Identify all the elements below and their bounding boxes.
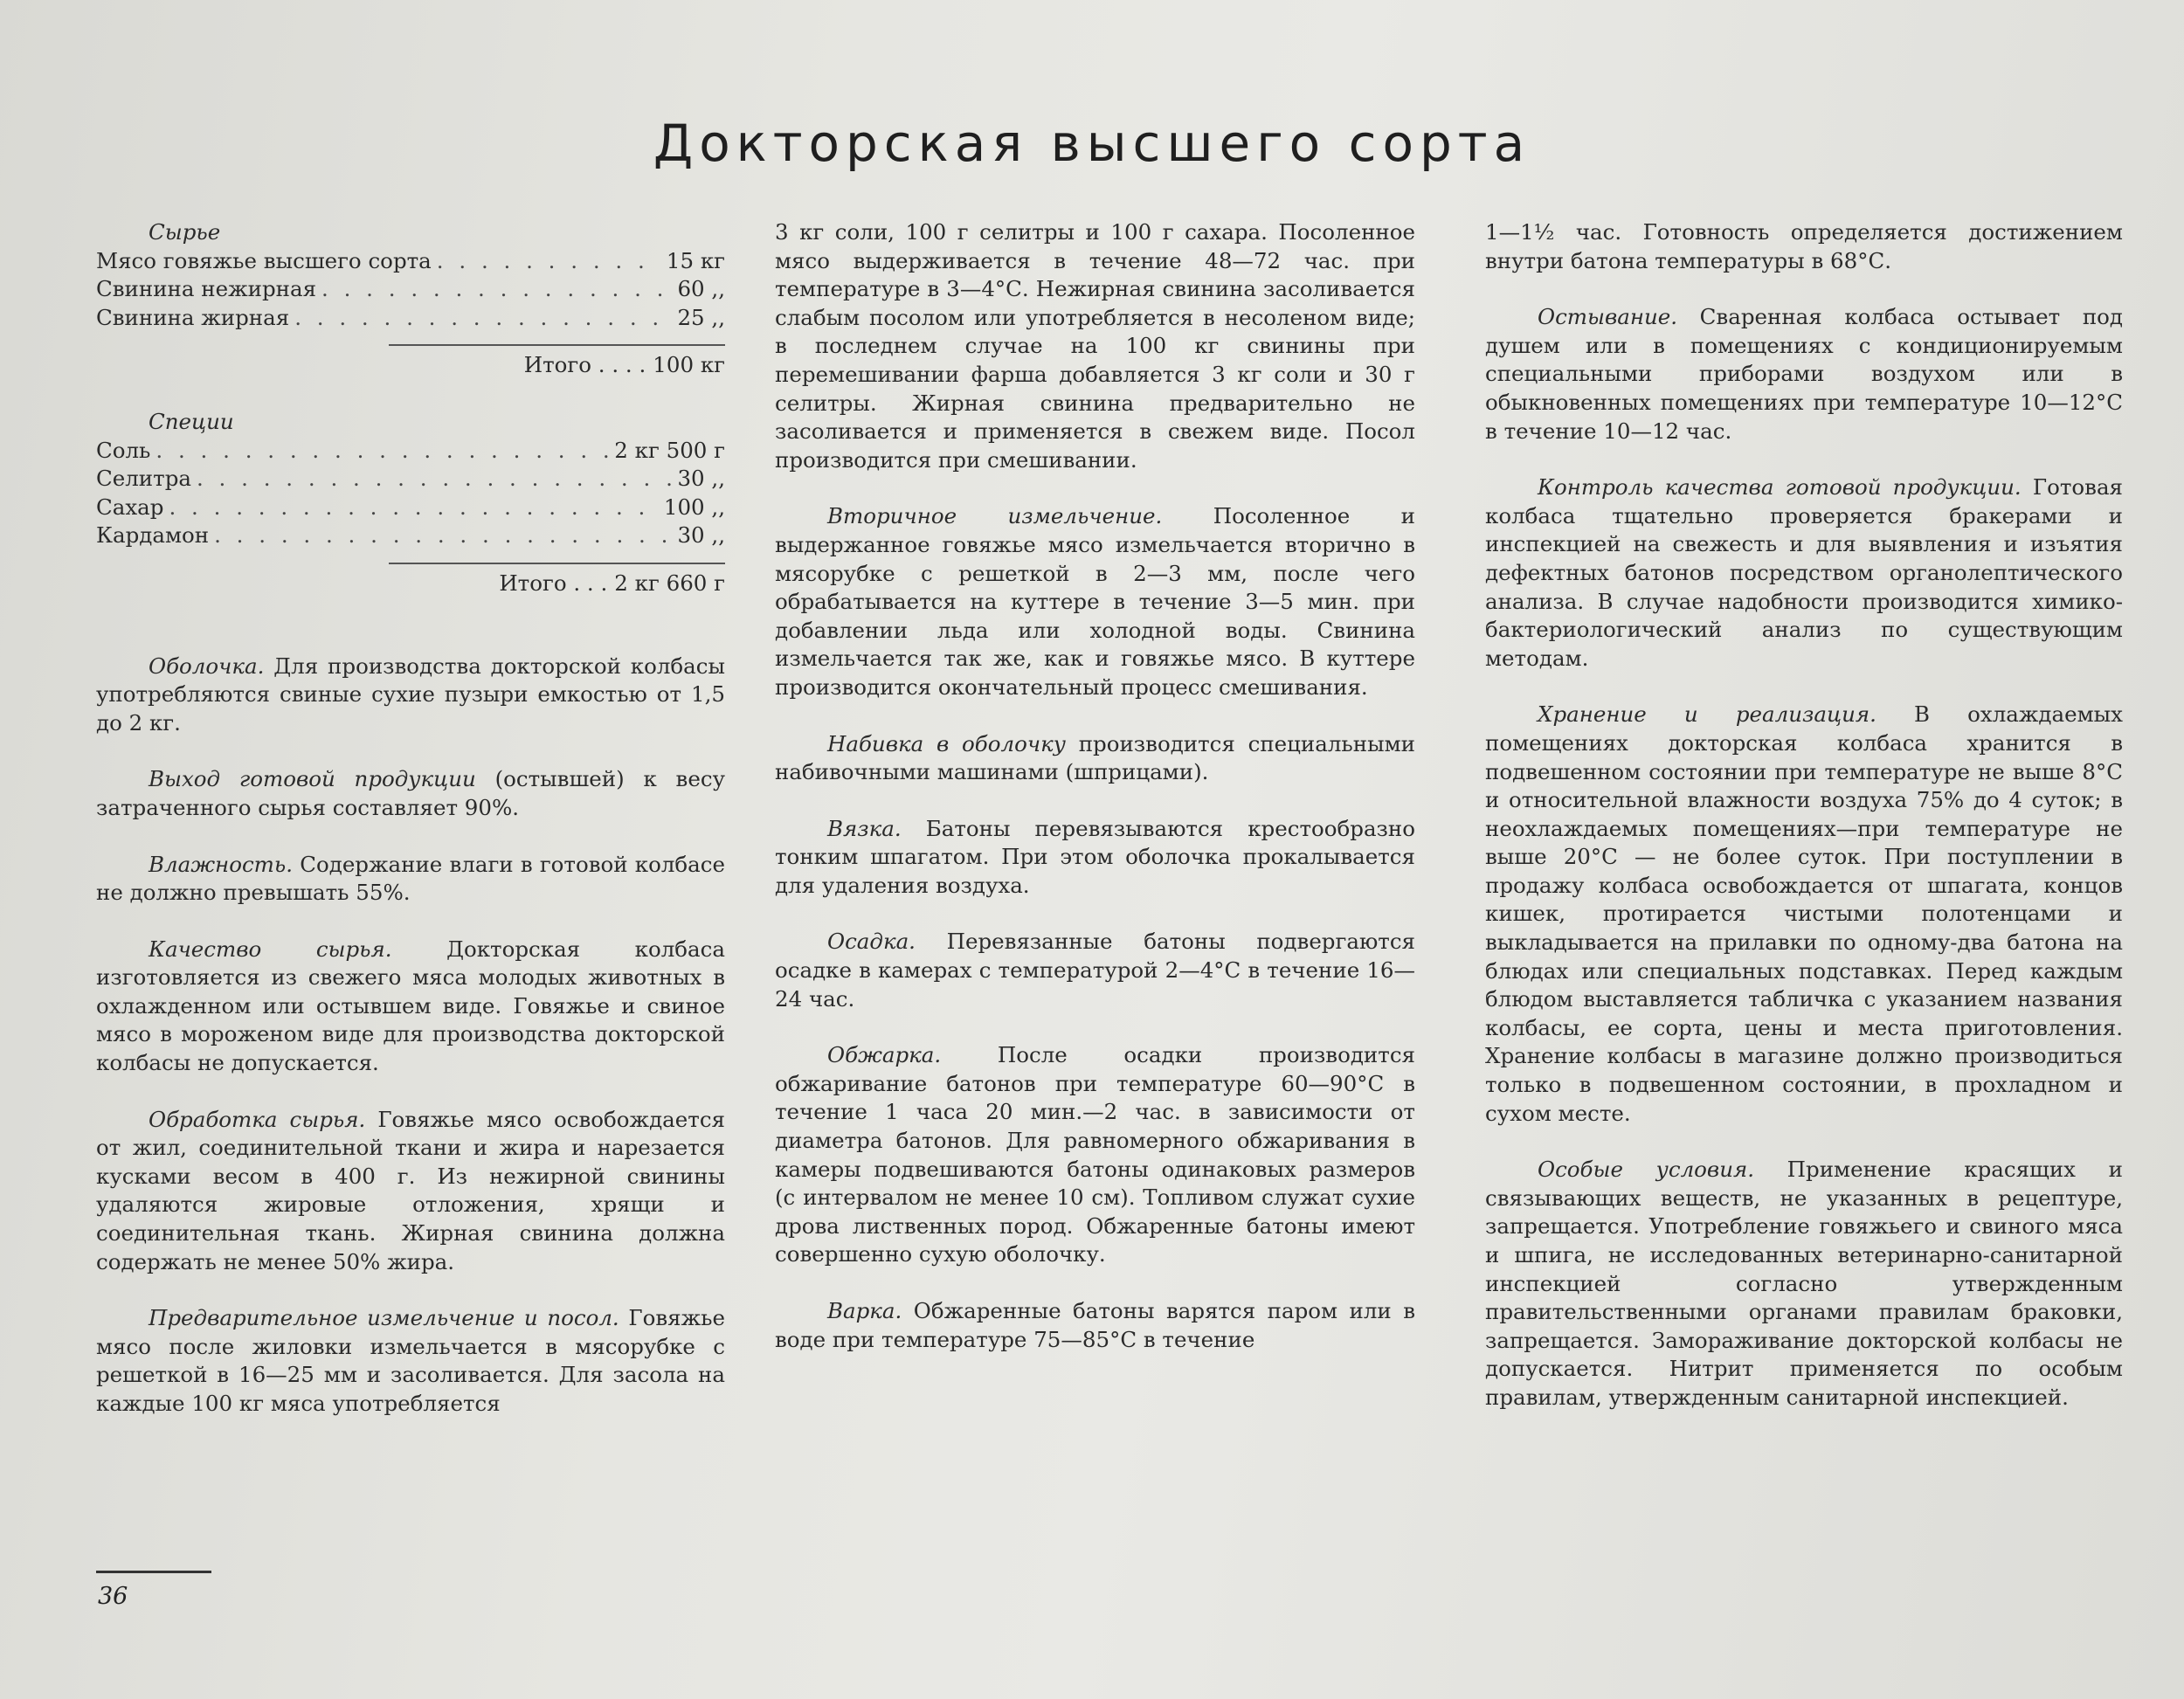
- paragraph-text: Готовая колбаса тщательно проверяется бракерами и инспекцией на свежесть и для выявления и изъятия дефектных батонов посредством органолептического анализа. В случае надобности производится химико-бактериологический анализ по существующим методам.: [1485, 474, 2124, 671]
- paragraph-heading: Выход готовой продукции: [149, 766, 476, 792]
- paragraph-text: Перевязанные батоны подвергаются осадке в камерах с температурой 2—4°С в течение 16—24 час.: [775, 929, 1415, 1012]
- ingredient-row: [96, 275, 725, 304]
- paragraph-cooling: [1485, 303, 2123, 445]
- spices-heading: Специи: [149, 408, 234, 434]
- paragraph-storage: [1485, 701, 2123, 1128]
- paragraph-text: 1—1½ час. Готовность определяется достижением внутри батона температуры в 68°С.: [1485, 219, 2123, 273]
- page-number: 36: [98, 1583, 128, 1610]
- leader-dots: [294, 304, 672, 333]
- paragraph-settling: [775, 928, 1415, 1013]
- spice-qty: 2 кг 500 г: [614, 437, 725, 463]
- paragraph-heading: Хранение и реализация.: [1538, 701, 1876, 728]
- ingredient-name: Мясо говяжье высшего сорта: [96, 247, 432, 273]
- paragraph-text: После осадки производится обжаривание батонов при температуре 60—90°С в течение 1 часа 20 мин.—2 час. в зависимости от диаметра батонов. Для равномерного обжаривания в камеры подвешиваются батоны одинаковых размеров (с интервалом не менее 10 см). Топливом служат сухие дрова лиственных пород. Обжаренные батоны имеют совершенно сухую оболочку.: [775, 1042, 1415, 1267]
- paragraph-heading: Варка.: [827, 1298, 902, 1323]
- paragraph-processing: [96, 1106, 725, 1277]
- paragraph-heading: Влажность.: [149, 851, 294, 877]
- total-value: 2 кг 660 г: [614, 570, 725, 596]
- spacer: [96, 380, 725, 408]
- paragraph-text: (остывшей) к весу затраченного сырья составляет 90%.: [96, 766, 725, 820]
- paragraph-moisture: [96, 851, 725, 908]
- paragraph-heading: Оболочка.: [149, 653, 265, 679]
- paragraph-secondary-grinding: [775, 502, 1415, 701]
- paragraph-text: Говяжье мясо после жиловки измельчается в мясорубке с решеткой в 16—25 мм и засоливается. Для засола на каждые 100 кг мяса употребляется: [96, 1305, 725, 1416]
- spice-name: Соль: [96, 437, 151, 463]
- leader-dots: [214, 521, 672, 550]
- leader-dots: [321, 275, 672, 304]
- column-right: [1485, 218, 2123, 1440]
- spice-name: Кардамон: [96, 522, 210, 549]
- ingredient-qty: 25 ,,: [677, 304, 725, 330]
- paragraph-text: Докторская колбаса изготовляется из свежего мяса молодых животных в охлажденном или остывшем виде. Говяжье и свиное мясо в мороженом виде для производства докторской колбасы не допускается.: [96, 936, 725, 1076]
- paragraph-text: Посоленное и выдержанное говяжье мясо измельчается вторично в мясорубке с решеткой в 2—3 мм, после чего обрабатывается на куттере в течение 3—5 мин. при добавлении льда или холодной воды. Свинина измельчается так же, как и говяжье мясо. В куттере производится окончательный процесс смешивания.: [775, 503, 1415, 700]
- paragraph-heading: Набивка в оболочку: [827, 730, 1066, 756]
- paragraph-stuffing: [775, 730, 1415, 787]
- paragraph-heading: Вторичное измельчение.: [827, 503, 1163, 529]
- ingredient-name: Свинина жирная: [96, 304, 290, 330]
- paragraph-text: Говяжье мясо освобождается от жил, соединительной ткани и жира и нарезается кусками весом в 400 г. Из нежирной свинины удаляются жировые отложения, хрящи и соединительная ткань. Жирная свинина должна содержать не менее 50% жира.: [96, 1106, 726, 1274]
- paragraph-yield: [96, 765, 725, 822]
- paragraph-text: Для производства докторской колбасы употребляются свиные сухие пузыри емкостью от 1,5 до 2 кг.: [96, 653, 725, 736]
- spice-qty: 100 ,,: [663, 494, 725, 520]
- paragraph-text: 3 кг соли, 100 г селитры и 100 г сахара. Посоленное мясо выдерживается в течение 48—72 час. при температуре в 3—4°С. Нежирная свинина засоливается слабым посолом или употребляется в несоленом виде; в последнем случае на 100 кг свинины при перемешивании фарша добавляется 3 кг соли и 30 г селитры. Жирная свинина предварительно не засоливается и применяется в свежем виде. Посол производится при смешивании.: [775, 219, 1415, 473]
- leader-dots: [197, 465, 672, 494]
- raw-materials-heading: Сырье: [149, 219, 221, 245]
- paragraph-special-conditions: [1485, 1156, 2123, 1412]
- spice-row: [96, 521, 725, 550]
- paragraph-casing: [96, 653, 725, 738]
- ingredient-row: [96, 304, 725, 333]
- spice-row: [96, 437, 725, 466]
- paragraph-grinding-salting: [96, 1304, 725, 1418]
- column-middle: [775, 218, 1415, 1382]
- total-label: Итого . . . .: [523, 352, 646, 378]
- page-title: Докторская высшего сорта: [653, 114, 1531, 173]
- paragraph-heading: Особые условия.: [1538, 1157, 1754, 1183]
- ingredient-name: Свинина нежирная: [96, 276, 317, 302]
- paragraph-roasting: [775, 1041, 1415, 1269]
- paragraph-cooking: [775, 1297, 1415, 1354]
- paragraph-text: Сваренная колбаса остывает под душем или в помещениях с кондиционируемым специальными приборами воздухом или в обыкновенных помещениях при температуре 10—12°С в течение 10—12 час.: [1485, 304, 2123, 444]
- paragraph-salting-continued: [775, 218, 1415, 474]
- spice-name: Сахар: [96, 494, 164, 520]
- total-label: Итого . . .: [499, 570, 608, 596]
- paragraph-text: Применение красящих и связывающих веществ, не указанных в рецептуре, запрещается. Употребление говяжьего и свиного мяса и шпига, не исследованных ветеринарно-санитарной инспекцией согласно утвержденным правительственными органами правилам браковки, запрещается. Замораживание докторской колбасы не допускается. Нитрит применяется по особым правилам, утвержденным санитарной инспекцией.: [1485, 1157, 2123, 1410]
- spice-name: Селитра: [96, 466, 191, 492]
- paragraph-text: Содержание влаги в готовой колбасе не должно превышать 55%.: [96, 851, 725, 906]
- total-rule: [389, 563, 725, 564]
- spacer: [96, 598, 725, 653]
- paragraph-cooking-continued: [1485, 218, 2123, 275]
- raw-total: [96, 351, 725, 380]
- paragraph-text: Обжаренные батоны варятся паром или в воде при температуре 75—85°С в течение: [775, 1298, 1415, 1352]
- spice-qty: 30 ,,: [677, 466, 725, 492]
- paragraph-heading: Предварительное измельчение и посол.: [149, 1305, 619, 1331]
- spice-row: [96, 465, 725, 494]
- ingredient-row: [96, 247, 725, 276]
- paragraph-heading: Обработка сырья.: [149, 1106, 366, 1132]
- leader-dots: [437, 247, 661, 276]
- paragraph-heading: Вязка.: [827, 815, 902, 841]
- paragraph-text: производится специальными набивочными машинами (шприцами).: [775, 730, 1415, 785]
- paragraph-heading: Остывание.: [1538, 304, 1678, 330]
- total-value: 100 кг: [653, 352, 725, 378]
- total-rule: [389, 344, 725, 346]
- ingredient-qty: 60 ,,: [677, 276, 725, 302]
- paragraph-quality-control: [1485, 473, 2123, 673]
- paragraph-heading: Осадка.: [827, 929, 916, 955]
- spice-qty: 30 ,,: [677, 522, 725, 549]
- paragraph-tying: [775, 815, 1415, 901]
- column-left: [96, 218, 725, 1447]
- leader-dots: [156, 437, 609, 466]
- paragraph-heading: Контроль качества готовой продукции.: [1538, 474, 2022, 501]
- spices-total: [96, 570, 725, 598]
- leader-dots: [169, 494, 658, 522]
- page-number-rule: [96, 1571, 211, 1573]
- paragraph-raw-quality: [96, 936, 725, 1078]
- paragraph-heading: Качество сырья.: [149, 936, 392, 962]
- paragraph-text: В охлаждаемых помещениях докторская колбаса хранится в подвешенном состоянии при температуре не выше 8°С и относительной влажности воздуха 75% до 4 суток; в неохлаждаемых помещениях—при температуре не выше 20°С — не более суток. При поступлении в продажу колбаса освобождается от шпагата, концов кишек, протирается чистыми полотенцами и выкладывается на прилавки по одному-два батона на блюдах или специальных подставках. Перед каждым блюдом выставляется табличка с указанием названия колбасы, ее сорта, цены и места приготовления. Хранение колбасы в магазине должно производиться только в подвешенном состоянии, в прохладном и сухом месте.: [1485, 701, 2123, 1126]
- paragraph-heading: Обжарка.: [827, 1042, 942, 1068]
- paragraph-text: Батоны перевязываются крестообразно тонким шпагатом. При этом оболочка прокалывается для удаления воздуха.: [775, 815, 1415, 898]
- ingredient-qty: 15 кг: [666, 247, 725, 273]
- spice-row: [96, 494, 725, 522]
